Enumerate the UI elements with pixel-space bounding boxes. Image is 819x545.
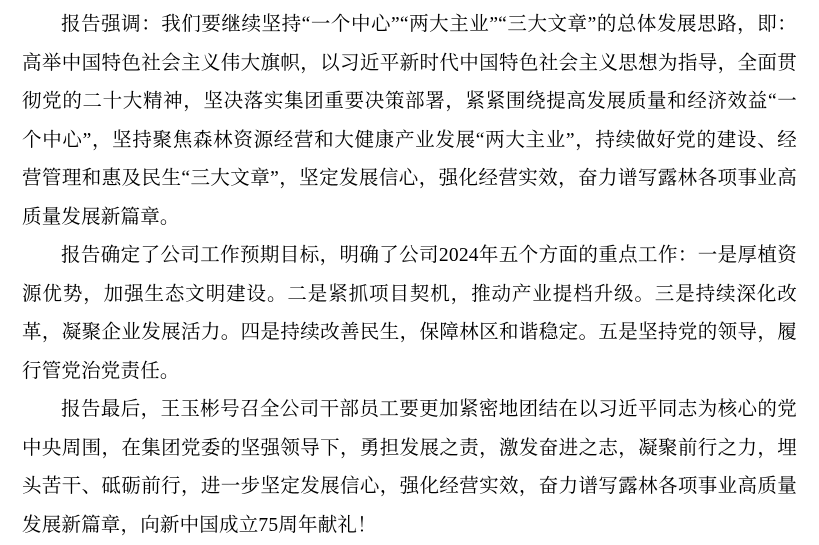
paragraph-1: 报告强调：我们要继续坚持“一个中心”“两大主业”“三大文章”的总体发展思路，即：高举中国特色社会主义伟大旗帜，以习近平新时代中国特色社会主义思想为指导，全面贯彻党的二十大精神，坚决落实集团重要决策部署，紧紧围绕提高发展质量和经济效益“一个中心”，坚持聚焦森林资源经营和大健康产业发展“两大主业”，持续做好党的建设、经营管理和惠及民生“三大文章”，坚定发展信心，强化经营实效，奋力谱写露林各项事业高质量发展新篇章。 — [22, 14, 797, 228]
document-body — [22, 6, 797, 545]
paragraph-2: 报告确定了公司工作预期目标，明确了公司2024年五个方面的重点工作：一是厚植资源优势，加强生态文明建设。二是紧抓项目契机，推动产业提档升级。三是持续深化改革，凝聚企业发展活力。四是持续改善民生，保障林区和谐稳定。五是坚持党的领导，履行管党治党责任。 — [22, 245, 797, 382]
paragraph-3: 报告最后，王玉彬号召全公司干部员工要更加紧密地团结在以习近平同志为核心的党中央周围，在集团党委的坚强领导下，勇担发展之责，激发奋进之志，凝聚前行之力，埋头苦干、砥砺前行，进一步坚定发展信心，强化经营实效，奋力谱写露林各项事业高质量发展新篇章，向新中国成立75周年献礼！ — [22, 399, 797, 536]
